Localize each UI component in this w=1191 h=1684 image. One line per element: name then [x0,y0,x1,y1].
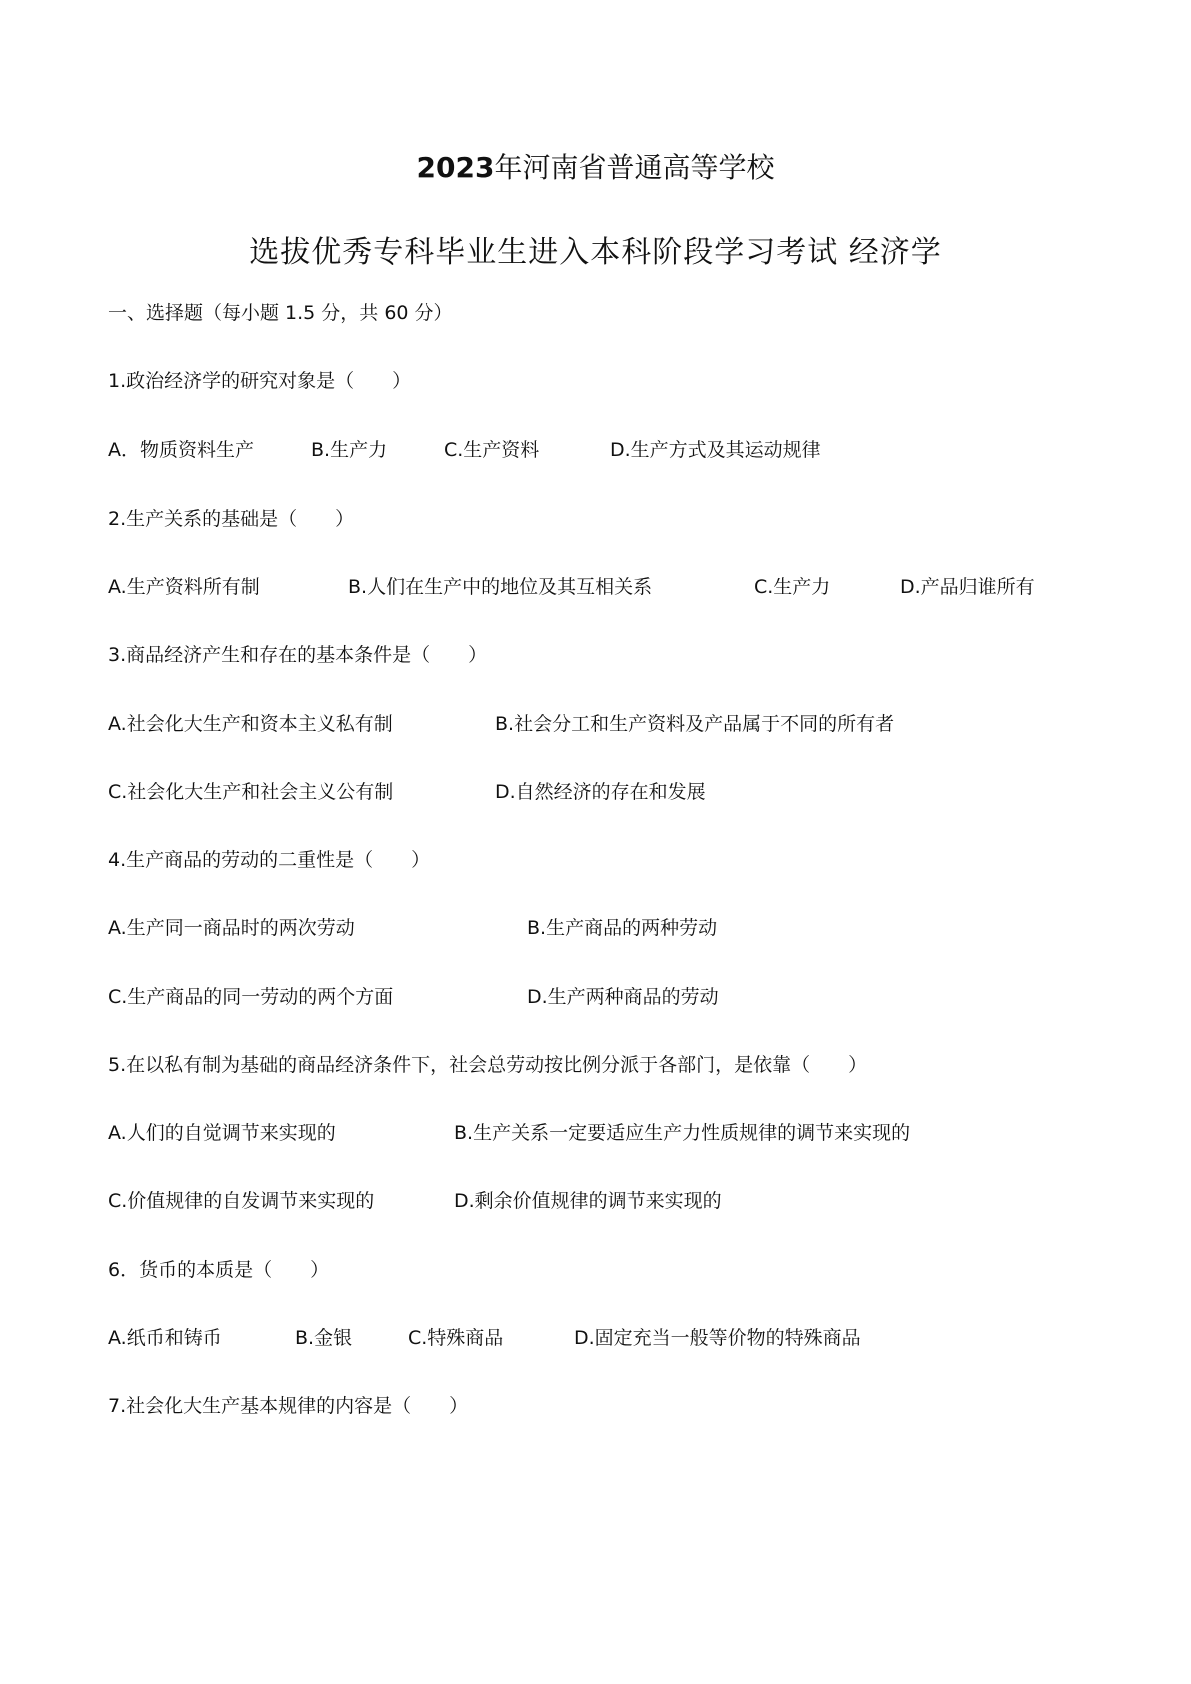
option-d: D.固定充当一般等价物的特殊商品 [574,1327,861,1349]
option-c: C.生产资料 [444,439,540,461]
question-stem: 3.商品经济产生和存在的基本条件是（ ） [108,644,488,666]
option-c: C.特殊商品 [408,1327,504,1349]
exam-title-line1 [0,148,1191,188]
option-b: B.生产商品的两种劳动 [527,917,718,939]
option-b: B.金银 [295,1327,353,1349]
question-stem: 1.政治经济学的研究对象是（ ） [108,370,412,392]
question-stem: 2.生产关系的基础是（ ） [108,508,355,530]
option-a: A.人们的自觉调节来实现的 [108,1122,336,1144]
option-b: B.生产关系一定要适应生产力性质规律的调节来实现的 [454,1122,911,1144]
option-b: B.社会分工和生产资料及产品属于不同的所有者 [495,713,895,735]
option-c: C.社会化大生产和社会主义公有制 [108,781,394,803]
question-stem: 4.生产商品的劳动的二重性是（ ） [108,849,431,871]
option-d: D.产品归谁所有 [900,576,1035,598]
question-stem: 5.在以私有制为基础的商品经济条件下，社会总劳动按比例分派于各部门，是依靠（ ） [108,1054,868,1076]
exam-year: 2023 [416,151,495,184]
option-d: D.剩余价值规律的调节来实现的 [454,1190,722,1212]
option-d: D.生产方式及其运动规律 [610,439,821,461]
option-a: A.纸币和铸币 [108,1327,222,1349]
option-row [108,573,1108,601]
question-stem: 7.社会化大生产基本规律的内容是（ ） [108,1395,469,1417]
option-d: D.生产两种商品的劳动 [527,986,719,1008]
option-b: B.人们在生产中的地位及其互相关系 [348,576,653,598]
option-row [108,1324,1108,1352]
section-heading: 一、选择题（每小题 1.5 分，共 60 分） [108,302,453,324]
option-a: A.生产同一商品时的两次劳动 [108,917,355,939]
option-row [108,710,1108,738]
exam-title-line2: 选拔优秀专科毕业生进入本科阶段学习考试 经济学 [249,235,942,270]
option-a: A.生产资料所有制 [108,576,260,598]
option-row [108,1119,1108,1147]
option-c: C.生产商品的同一劳动的两个方面 [108,986,394,1008]
option-row [108,436,1108,464]
option-a: A．物质资料生产 [108,439,254,461]
exam-title-rest: 年河南省普通高等学校 [494,151,775,184]
option-c: C.价值规律的自发调节来实现的 [108,1190,375,1212]
option-a: A.社会化大生产和资本主义私有制 [108,713,393,735]
option-row [108,778,1108,806]
option-row [108,983,1108,1011]
option-row [108,1187,1108,1215]
option-c: C.生产力 [754,576,831,598]
option-b: B.生产力 [311,439,388,461]
option-row [108,914,1108,942]
question-stem: 6．货币的本质是（ ） [108,1259,330,1281]
option-d: D.自然经济的存在和发展 [495,781,706,803]
